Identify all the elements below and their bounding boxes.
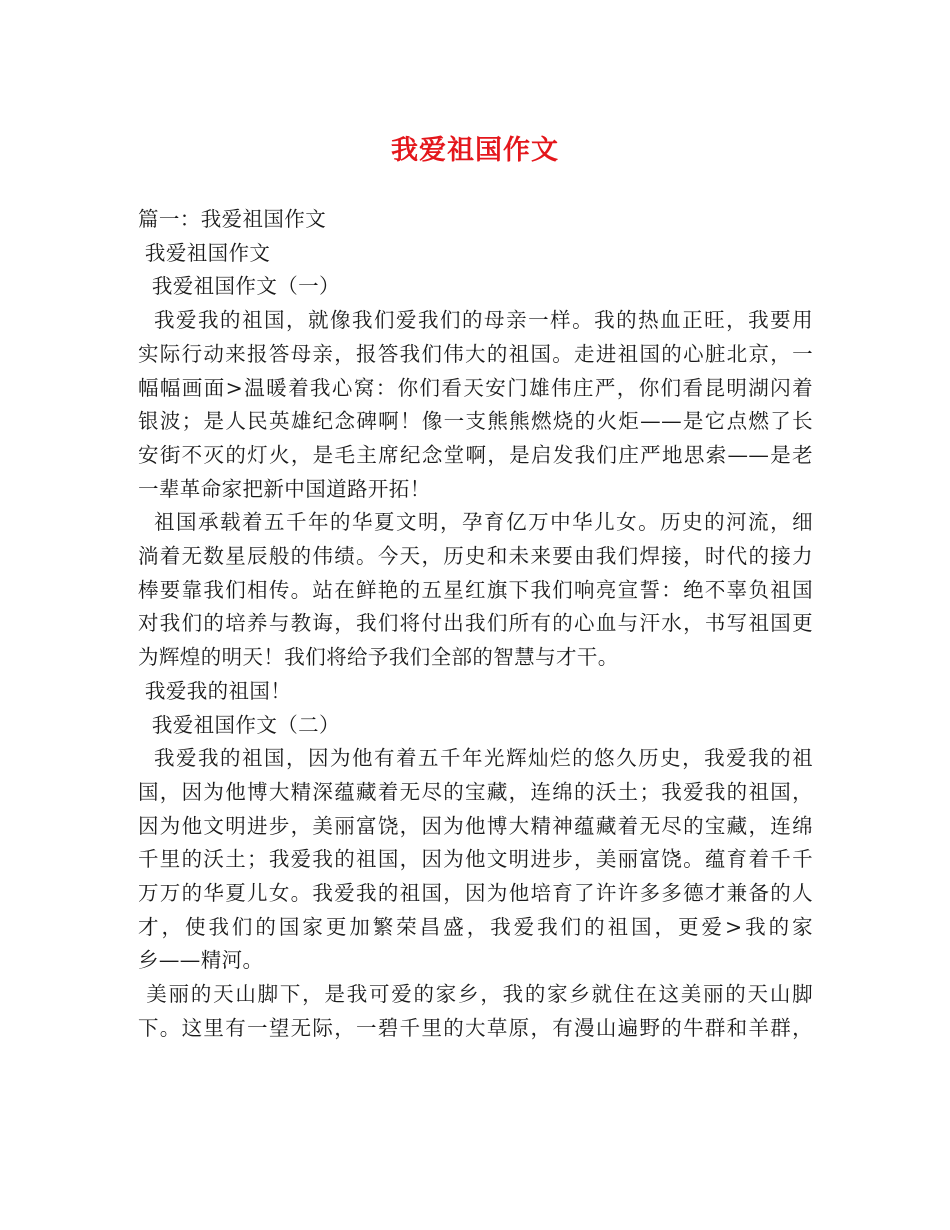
- text-line: 篇一：我爱祖国作文: [138, 207, 327, 231]
- text-line: 才，使我们的国家更加繁荣昌盛，我爱我们的祖国，更爱>我的家: [138, 914, 813, 939]
- text-line: 国，因为他博大精深蕴藏着无尽的宝藏，连绵的沃土；我爱我的祖国，: [138, 779, 813, 804]
- text-line: 对我们的培养与教诲，我们将付出我们所有的心血与汗水，书写祖国更: [138, 611, 813, 636]
- text-line: 实际行动来报答母亲，报答我们伟大的祖国。走进祖国的心脏北京，一: [138, 341, 813, 366]
- text-line: 我爱祖国作文: [138, 240, 271, 265]
- text-line: 我爱我的祖国，因为他有着五千年光辉灿烂的悠久历史，我爱我的祖: [138, 746, 813, 771]
- text-line: 我爱祖国作文（一）: [138, 274, 340, 299]
- text-line: 我爱我的祖国，就像我们爱我们的母亲一样。我的热血正旺，我要用: [138, 308, 813, 333]
- text-line: 万万的华夏儿女。我爱我的祖国，因为他培育了许许多多德才兼备的人: [138, 881, 813, 906]
- text-line: 乡——精河。: [138, 948, 264, 973]
- text-line: 为辉煌的明天！我们将给予我们全部的智慧与才干。: [138, 645, 619, 670]
- text-line: 棒要靠我们相传。站在鲜艳的五星红旗下我们响亮宣誓：绝不辜负祖国: [138, 577, 813, 602]
- text-line: 一辈革命家把新中国道路开拓！: [138, 476, 431, 501]
- text-line: 祖国承载着五千年的华夏文明，孕育亿万中华儿女。历史的河流，细: [138, 510, 813, 535]
- document-title: 我爱祖国作文: [391, 135, 559, 166]
- text-line: 下。这里有一望无际，一碧千里的大草原，有漫山遍野的牛群和羊群，: [138, 1015, 813, 1040]
- text-line: 幅幅画面>温暖着我心窝：你们看天安门雄伟庄严，你们看昆明湖闪着: [138, 375, 813, 400]
- text-line: 因为他文明进步，美丽富饶，因为他博大精神蕴藏着无尽的宝藏，连绵: [138, 813, 813, 838]
- text-line: 淌着无数星辰般的伟绩。今天，历史和未来要由我们焊接，时代的接力: [138, 544, 813, 569]
- text-line: 我爱祖国作文（二）: [138, 712, 340, 737]
- text-line: 我爱我的祖国！: [138, 678, 292, 703]
- document-body: [138, 203, 813, 1046]
- text-line: 千里的沃土；我爱我的祖国，因为他文明进步，美丽富饶。蕴育着千千: [138, 847, 813, 872]
- text-line: 美丽的天山脚下，是我可爱的家乡，我的家乡就住在这美丽的天山脚: [138, 982, 813, 1007]
- text-line: 银波；是人民英雄纪念碑啊！像一支熊熊燃烧的火炬——是它点燃了长: [138, 409, 813, 434]
- text-line: 安街不灭的灯火，是毛主席纪念堂啊，是启发我们庄严地思索——是老: [138, 442, 813, 467]
